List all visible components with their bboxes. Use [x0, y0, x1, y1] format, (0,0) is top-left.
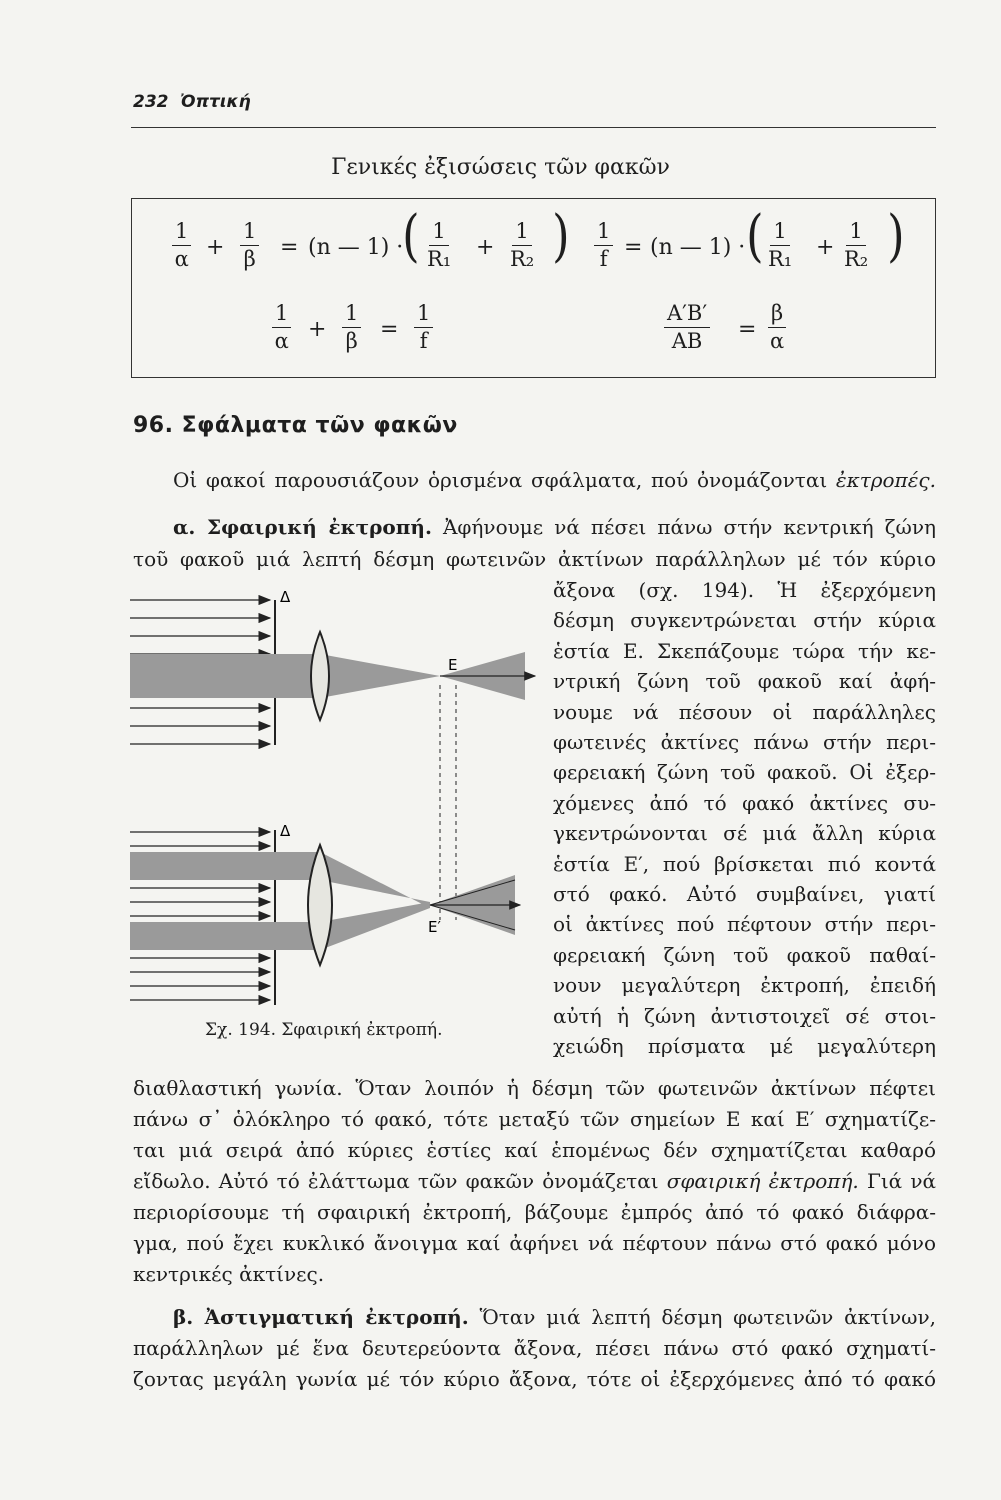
eq1-plus-2: + — [476, 235, 495, 260]
converging-upper — [320, 852, 430, 908]
full-line-4: εἴδωλο. Αὐτό τό ἐλάττωμα τῶν φακῶν ὀνομάζεται σφαιρική ἐκτροπή. Γιά νά — [133, 1169, 936, 1193]
eq2-equals: = — [624, 235, 643, 260]
eq4-frac-ba: $\frac{\beta}{\alpha}$ — [769, 301, 785, 353]
term-ektropes: ἐκτροπές. — [835, 468, 936, 492]
para-b-line1: β. Ἀστιγματική ἐκτροπή. Ὅταν μιά λεπτή δέσμη φωτεινῶν ἀκτίνων, — [173, 1305, 936, 1329]
right-column-line: ἑστία Ε′, πού βρίσκεται πιό κοντά — [553, 851, 936, 876]
right-column-line: στό φακό. Αὐτό συμβαίνει, γιατί — [553, 882, 936, 906]
lens-top — [311, 632, 329, 720]
right-column-line: ντρική ζώνη τοῦ φακοῦ καί ἀφή- — [553, 669, 936, 694]
bottom-diagram — [130, 822, 520, 1005]
eq3-frac-1a: $\frac{1}{\alpha}$ — [272, 303, 291, 352]
para-b-line2: παράλληλων μέ ἕνα δευτερεύοντα ἄξονα, πέσει πάνω στό φακό σχηματί- — [133, 1336, 936, 1360]
right-column-line: νουν μεγαλύτερη ἐκτροπή, ἐπειδή — [553, 973, 936, 998]
full-line-3: ται μιά σειρά ἀπό κύριες ἑστίες καί ἑπομένως δέν σχηματίζεται καθαρό — [133, 1138, 936, 1162]
figure-caption: Σχ. 194. Σφαιρική ἐκτροπή. — [205, 1020, 443, 1040]
intro-line: Οἱ φακοί παρουσιάζουν ὁρισμένα σφάλματα, πού ὀνομάζονται ἐκτροπές. — [173, 468, 936, 492]
full-line-1: διαθλαστική γωνία. Ὅταν λοιπόν ἡ δέσμη τῶν φωτεινῶν ἀκτίνων πέφτει — [133, 1076, 936, 1100]
right-column-line: νουμε νά πέσουν οἱ παράλληλες — [553, 699, 936, 724]
eq2-plus: + — [816, 235, 835, 260]
eq1-frac-1a: $\frac{1}{\alpha}$ — [172, 221, 191, 270]
subsection-b-label: β. Ἀστιγματική ἐκτροπή. — [173, 1305, 469, 1329]
right-column-line: χειώδη πρίσματα μέ μεγαλύτερη — [553, 1034, 936, 1058]
peripheral-beam-lower — [130, 922, 320, 950]
label-diaphragm-top: Δ — [280, 590, 291, 606]
eq2-n-factor: (n — 1) · — [650, 235, 746, 260]
central-beam — [130, 654, 320, 698]
full-line-6: γμα, πού ἔχει κυκλικό ἄνοιγμα καί ἀφήνει νά πέφτουν πάνω στό φακό μόνο — [133, 1231, 936, 1255]
section-title: Σφάλματα τῶν φακῶν — [181, 413, 458, 438]
eq3-frac-1b: $\frac{1}{\beta}$ — [342, 303, 361, 352]
eq3-equals: = — [380, 317, 399, 342]
figure-spherical-aberration — [130, 590, 540, 1015]
right-column-line: φερειακή ζώνη τοῦ φακοῦ παθαί- — [553, 942, 936, 967]
eq2-rparen: ) — [887, 204, 905, 269]
para-b-line3: ζοντας μεγάλη γωνία μέ τόν κύριο ἄξονα, τότε οἱ ἐξερχόμενες ἀπό τό φακό — [133, 1367, 936, 1391]
eq1-frac-1R1: $\frac{1}{\text{R₁}}$ — [427, 219, 452, 271]
eq2-frac-1R2: $\frac{1}{\text{R₂}}$ — [844, 219, 869, 271]
header-rule — [131, 127, 936, 128]
eq1-plus: + — [206, 235, 225, 260]
eq1-n-factor: (n — 1) · — [308, 235, 404, 260]
eq4-equals: = — [738, 317, 757, 342]
top-diagram — [130, 590, 535, 745]
label-focus-bottom: Ε′ — [428, 918, 441, 936]
converging-beam-top — [320, 654, 440, 698]
eq1-frac-1b: $\frac{1}{\beta}$ — [240, 221, 259, 270]
eq2-frac-1f: $\frac{1}{f}$ — [594, 221, 613, 270]
full-line-2: πάνω σ᾿ ὁλόκληρο τό φακό, τότε μεταξύ τῶν σημείων Ε καί Ε′ σχηματίζε- — [133, 1107, 936, 1131]
converging-lower — [320, 902, 430, 950]
section-heading — [133, 413, 458, 438]
eq1-rparen: ) — [552, 204, 570, 269]
running-header — [133, 92, 251, 112]
equations-box-title: Γενικές ἐξισώσεις τῶν φακῶν — [331, 155, 670, 180]
right-column-line: φερειακή ζώνη τοῦ φακοῦ. Οἱ ἐξερ- — [553, 760, 936, 785]
full-line-5: περιορίσουμε τή σφαιρική ἐκτροπή, βάζουμε ἐμπρός ἀπό τό φακό διάφρα- — [133, 1200, 936, 1224]
eq1-frac-1R2: $\frac{1}{\text{R₂}}$ — [510, 219, 535, 271]
eq1-equals: = — [280, 235, 299, 260]
right-column-line: γκεντρώνονται σέ μιά ἄλλη κύρια — [553, 821, 936, 846]
equations-box — [131, 198, 936, 378]
header-section: Ὀπτική — [180, 92, 251, 112]
peripheral-beam-upper — [130, 852, 320, 880]
right-column-line: ἑστία Ε. Σκεπάζουμε τώρα τήν κε- — [553, 638, 936, 663]
term-spherical-aberration: σφαιρική ἐκτροπή. — [666, 1169, 859, 1193]
label-focus-top: Ε — [448, 656, 458, 674]
eq3-plus: + — [308, 317, 327, 342]
full-line-7: κεντρικές ἀκτίνες. — [133, 1262, 325, 1286]
right-column-line: ἄξονα (σχ. 194). Ἡ ἐξερχόμενη — [553, 578, 936, 602]
eq1-lparen: ( — [402, 204, 420, 269]
subsection-a-label: α. Σφαιρική ἐκτροπή. — [173, 515, 432, 539]
page-number: 232 — [133, 92, 169, 112]
eq3-frac-1f: $\frac{1}{f}$ — [414, 303, 433, 352]
right-column-line: δέσμη συγκεντρώνεται στήν κύρια — [553, 608, 936, 633]
right-column-line: οἱ ἀκτίνες πού πέφτουν στήν περι- — [553, 912, 936, 937]
label-diaphragm-bottom: Δ — [280, 822, 291, 840]
right-column-line: χόμενες ἀπό τό φακό ἀκτίνες συ- — [553, 790, 936, 815]
para-a-line1: α. Σφαιρική ἐκτροπή. Ἀφήνουμε νά πέσει πάνω στήν κεντρική ζώνη — [173, 515, 937, 539]
right-column-line: αὐτή ἡ ζώνη ἀντιστοιχεῖ σέ στοι- — [553, 1003, 936, 1028]
para-a-line2: τοῦ φακοῦ μιά λεπτή δέσμη φωτεινῶν ἀκτίνων παράλληλων μέ τόν κύριο — [133, 547, 936, 571]
right-column-line: φωτεινές ἀκτίνες πάνω στήν περι- — [553, 730, 936, 754]
section-number: 96. — [133, 413, 174, 438]
eq2-lparen: ( — [746, 204, 764, 269]
eq4-frac-ratio: $\frac{A'B'}{AB}$ — [664, 303, 710, 352]
eq2-frac-1R1: $\frac{1}{\text{R₁}}$ — [768, 219, 793, 271]
